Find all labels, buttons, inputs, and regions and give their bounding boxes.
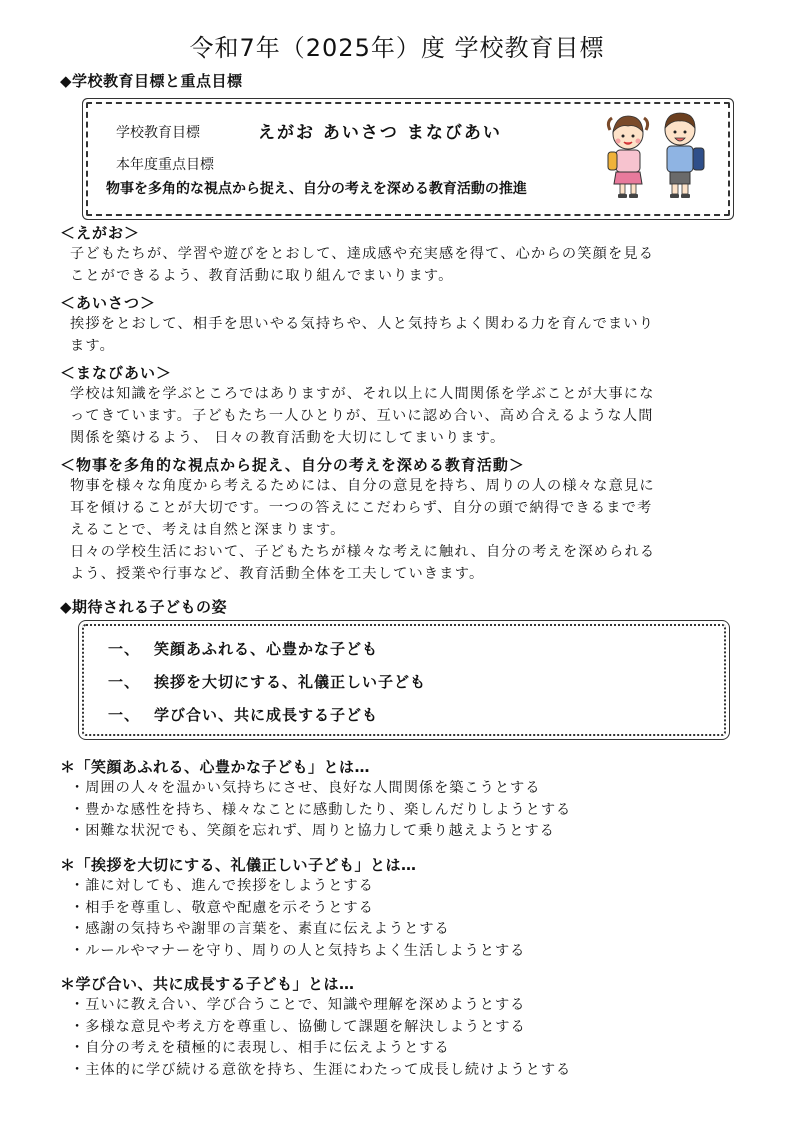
detail-list-smile xyxy=(70,778,571,843)
boy-figure xyxy=(665,113,704,198)
section-heading-aisatsu: ＜あいさつ＞ xyxy=(60,294,157,312)
child-item-dash: 一、 xyxy=(108,673,141,691)
list-item: ・感謝の気持ちや謝罪の言葉を、素直に伝えようとする xyxy=(70,921,450,937)
detail-heading-smile: ＊「笑顔あふれる、心豊かな子ども」とは… xyxy=(60,758,371,776)
page-title: 令和7年（2025年）度 学校教育目標 xyxy=(189,34,605,62)
section-body-aisatsu xyxy=(70,313,740,357)
text-line: 耳を傾けることが大切です。一つの答えにこだわらず、自分の頭で納得できるまで考 xyxy=(70,500,653,516)
text-line: ます。 xyxy=(70,338,116,354)
text-line: 学校は知識を学ぶところではありますが、それ以上に人間関係を学ぶことが大事にな xyxy=(70,386,655,402)
list-item: ・自分の考えを積極的に表現し、相手に伝えようとする xyxy=(70,1040,450,1056)
text-line: よう、授業や行事など、教育活動全体を工夫していきます。 xyxy=(70,566,485,582)
list-item: ・豊かな感性を持ち、様々なことに感動したり、楽しんだりしようとする xyxy=(70,801,572,818)
detail-heading-learning: ＊学び合い、共に成長する子ども」とは… xyxy=(60,975,355,993)
expected-children-box xyxy=(82,624,726,736)
child-item-text: 笑顔あふれる、心豊かな子ども xyxy=(154,640,379,658)
text-line: えることで、考えは自然と深まります。 xyxy=(70,522,346,538)
focus-text: 物事を多角的な視点から捉え、自分の考えを深める教育活動の推進 xyxy=(106,181,527,197)
section-heading-goals: ◆学校教育目標と重点目標 xyxy=(60,72,243,90)
detail-list-learning xyxy=(70,995,571,1081)
list-item: ・周囲の人々を温かい気持ちにさせ、良好な人間関係を築こうとする xyxy=(70,780,541,796)
detail-list-greeting xyxy=(70,876,525,962)
text-line: ことができるよう、教育活動に取り組んでまいります。 xyxy=(70,268,454,284)
text-line: 日々の学校生活において、子どもたちが様々な考えに触れ、自分の考えを深められる xyxy=(70,544,656,560)
list-item: ・多様な意見や考え方を尊重し、協働して課題を解決しようとする xyxy=(70,1018,526,1035)
text-line: 子どもたちが、学習や遊びをとおして、達成感や充実感を得て、心からの笑顔を見る xyxy=(70,246,655,262)
text-line: 物事を様々な角度から考えるためには、自分の意見を持ち、周りの人の様々な意見に xyxy=(70,478,655,494)
goal-label: 学校教育目標 xyxy=(116,125,200,141)
section-body-egao xyxy=(70,243,740,287)
child-item-dash: 一、 xyxy=(108,640,141,658)
section-heading-manabiai: ＜まなびあい＞ xyxy=(60,364,173,382)
goal-text: えがお あいさつ まなびあい xyxy=(258,123,502,143)
section-heading-children: ◆期待される子どもの姿 xyxy=(60,598,228,616)
child-item xyxy=(108,671,426,692)
section-body-focus xyxy=(70,475,740,585)
list-item: ・困難な状況でも、笑顔を忘れず、周りと協力して乗り越えようとする xyxy=(70,823,555,839)
text-line: 関係を築けるよう、 日々の教育活動を大切にしてまいります。 xyxy=(70,430,506,446)
focus-label: 本年度重点目標 xyxy=(116,157,214,173)
list-item: ・ルールやマナーを守り、周りの人と気持ちよく生活しようとする xyxy=(70,942,526,959)
section-heading-focus: ＜物事を多角的な視点から捉え、自分の考えを深める教育活動＞ xyxy=(60,456,525,474)
child-item-text: 挨拶を大切にする、礼儀正しい子ども xyxy=(154,673,427,691)
list-item: ・互いに教え合い、学び合うことで、知識や理解を深めようとする xyxy=(70,997,526,1013)
children-illustration xyxy=(598,108,718,200)
child-item xyxy=(108,638,378,659)
section-heading-egao: ＜えがお＞ xyxy=(60,224,141,242)
list-item: ・相手を尊重し、敬意や配慮を示そうとする xyxy=(70,899,374,916)
child-item xyxy=(108,704,378,725)
text-line: ってきています。子どもたち一人ひとりが、互いに認め合い、高め合えるような人間 xyxy=(70,408,654,424)
detail-heading-greeting: ＊「挨拶を大切にする、礼儀正しい子ども」とは… xyxy=(60,856,417,874)
text-line: 挨拶をとおして、相手を思いやる気持ちや、人と気持ちよく関わる力を育んでまいり xyxy=(70,316,655,332)
list-item: ・誰に対しても、進んで挨拶をしようとする xyxy=(70,878,374,894)
section-body-manabiai xyxy=(70,383,740,449)
child-item-dash: 一、 xyxy=(108,706,141,724)
girl-figure xyxy=(608,116,648,198)
list-item: ・主体的に学び続ける意欲を持ち、生涯にわたって成長し続けようとする xyxy=(70,1061,572,1078)
child-item-text: 学び合い、共に成長する子ども xyxy=(154,706,379,724)
